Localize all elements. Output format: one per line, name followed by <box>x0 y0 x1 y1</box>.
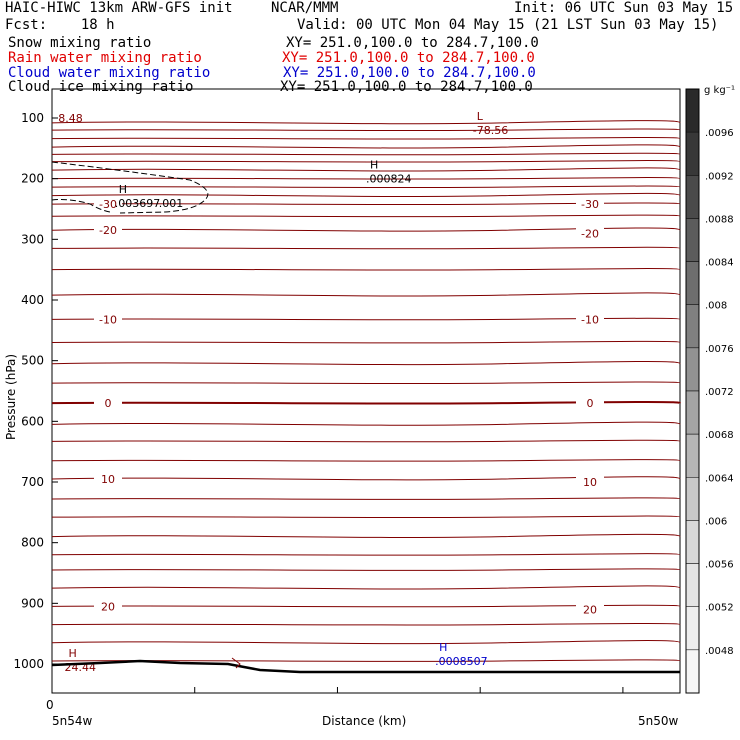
colorbar-cell <box>686 564 699 607</box>
colorbar <box>686 89 734 693</box>
colorbar-cell <box>686 89 699 132</box>
colorbar-cell <box>686 262 699 305</box>
field-xy-rain: XY= 251.0,100.0 to 284.7,100.0 <box>282 50 535 66</box>
isotherm-label: -20 <box>99 224 117 238</box>
isotherm-line <box>52 440 680 442</box>
isotherm-label: 0 <box>586 397 594 411</box>
isotherm-label: -10 <box>99 313 117 327</box>
isotherm-line <box>52 293 680 296</box>
isotherm-line <box>52 138 680 140</box>
isotherm-line <box>52 186 680 188</box>
extremum-value: 24.44 <box>64 660 97 674</box>
y-tick-label: 100 <box>21 111 44 125</box>
field-xy-cloud-ice: XY= 251.0,100.0 to 284.7,100.0 <box>280 79 533 95</box>
x-axis-labels <box>46 698 679 728</box>
extremum-value: .001 <box>158 196 184 210</box>
colorbar-unit: g kg⁻¹ <box>704 85 735 96</box>
terrain-line <box>52 661 680 672</box>
isotherm-label: 10 <box>583 476 597 489</box>
forecast-hour: Fcst: 18 h <box>5 17 115 33</box>
colorbar-label: .0072 <box>705 387 734 398</box>
colorbar-label: .0096 <box>705 128 734 140</box>
extremum-marker: L <box>476 110 483 124</box>
colorbar-cell <box>686 607 699 650</box>
colorbar-label: .008 <box>705 300 728 312</box>
isotherm-label: 10 <box>101 472 115 486</box>
isotherm-line <box>52 623 680 625</box>
center-title: NCAR/MMM <box>271 0 339 16</box>
colorbar-cell <box>686 218 699 261</box>
isotherm-line <box>52 121 680 124</box>
colorbar-label: .0048 <box>705 645 734 657</box>
colorbar-label: .0092 <box>705 171 734 183</box>
extremum-marker: H <box>68 646 77 660</box>
isotherm-line <box>52 516 680 518</box>
field-xy-snow: XY= 251.0,100.0 to 284.7,100.0 <box>286 35 539 51</box>
isotherm-line <box>52 586 680 589</box>
extremum-value: -78.56 <box>472 124 509 138</box>
field-name-rain: Rain water mixing ratio <box>8 50 202 66</box>
valid-time: Valid: 00 UTC Mon 04 May 15 (21 LST Sun 03 May 15) <box>297 17 719 33</box>
field-name-cloud-ice: Cloud ice mixing ratio <box>8 79 194 95</box>
isotherm-line <box>52 422 680 425</box>
isotherm-line <box>52 129 680 131</box>
extremum-marker: H <box>439 640 448 654</box>
colorbar-label: .006 <box>705 516 728 528</box>
isotherm-line <box>52 554 680 556</box>
colorbar-cell <box>686 305 699 348</box>
isotherm-line <box>52 498 680 500</box>
isotherm-line <box>52 161 680 163</box>
isotherm-line <box>52 153 680 155</box>
colorbar-cell <box>686 391 699 434</box>
isotherm-line <box>52 460 680 462</box>
colorbar-cell <box>686 650 699 693</box>
y-tick-label: 600 <box>21 414 44 429</box>
isotherm-line <box>52 145 680 148</box>
y-tick-label: 500 <box>21 353 44 368</box>
isotherm-line <box>52 341 680 343</box>
isotherm-label: 20 <box>583 603 597 617</box>
isotherm-line <box>52 534 680 537</box>
x-axis-title: Distance (km) <box>322 714 407 728</box>
isotherm-line <box>52 247 680 249</box>
extremum-value: 8.48 <box>58 111 83 125</box>
colorbar-label: .0064 <box>705 473 734 485</box>
init-time: Init: 06 UTC Sun 03 May 15 <box>514 0 734 16</box>
colorbar-cell <box>686 132 699 175</box>
field-name-cloud-water: Cloud water mixing ratio <box>8 65 211 81</box>
isotherm-label: -30 <box>581 198 599 212</box>
isotherm-line <box>52 168 680 171</box>
isotherm-line <box>52 641 680 644</box>
colorbar-cell <box>686 175 699 218</box>
isotherm-label: -20 <box>581 227 599 241</box>
y-tick-label: 200 <box>21 171 44 186</box>
isotherm-label: 20 <box>101 600 115 614</box>
y-tick-label: 900 <box>21 596 44 611</box>
colorbar-label: .0056 <box>705 559 734 571</box>
y-tick-label: 400 <box>21 293 44 307</box>
left-title: HAIC-HIWC 13km ARW-GFS init <box>5 0 233 16</box>
extremum-value: .003697 <box>114 196 161 210</box>
colorbar-label: .0088 <box>705 214 734 226</box>
colorbar-cell <box>686 520 699 563</box>
isotherm-line <box>52 215 680 217</box>
isotherm-line <box>52 569 680 571</box>
colorbar-cell <box>686 348 699 391</box>
colorbar-label: .0068 <box>705 430 734 442</box>
isotherm-line <box>52 382 680 384</box>
field-name-snow: Snow mixing ratio <box>8 35 152 51</box>
y-tick-label: 1000 <box>13 657 44 671</box>
y-tick-label: 700 <box>21 475 44 489</box>
isotherm-line <box>52 269 680 271</box>
colorbar-label: .0076 <box>705 343 734 355</box>
colorbar-label: .0052 <box>705 602 734 614</box>
isotherm-label: 0 <box>104 397 112 411</box>
y-tick-label: 300 <box>21 232 44 247</box>
extremum-marker: H <box>118 182 128 196</box>
colorbar-cell <box>686 434 699 477</box>
extremum-value: .000824 <box>366 172 412 186</box>
colorbar-cell <box>686 477 699 520</box>
x-end-label: 5n50w <box>638 714 679 728</box>
isotherm-line <box>52 361 680 364</box>
colorbar-label: .0084 <box>705 257 734 269</box>
x-zero-label: 0 <box>46 698 54 712</box>
field-xy-cloud-water: XY= 251.0,100.0 to 284.7,100.0 <box>283 65 536 81</box>
extremum-value: .0008507 <box>435 654 488 668</box>
isotherm-label: -30 <box>99 198 117 212</box>
y-tick-label: 800 <box>21 535 44 550</box>
y-axis-title: Pressure (hPa) <box>4 353 18 440</box>
isotherm-label: -10 <box>581 313 599 327</box>
x-start-label: 5n54w <box>52 714 93 728</box>
extremum-marker: H <box>370 158 379 172</box>
